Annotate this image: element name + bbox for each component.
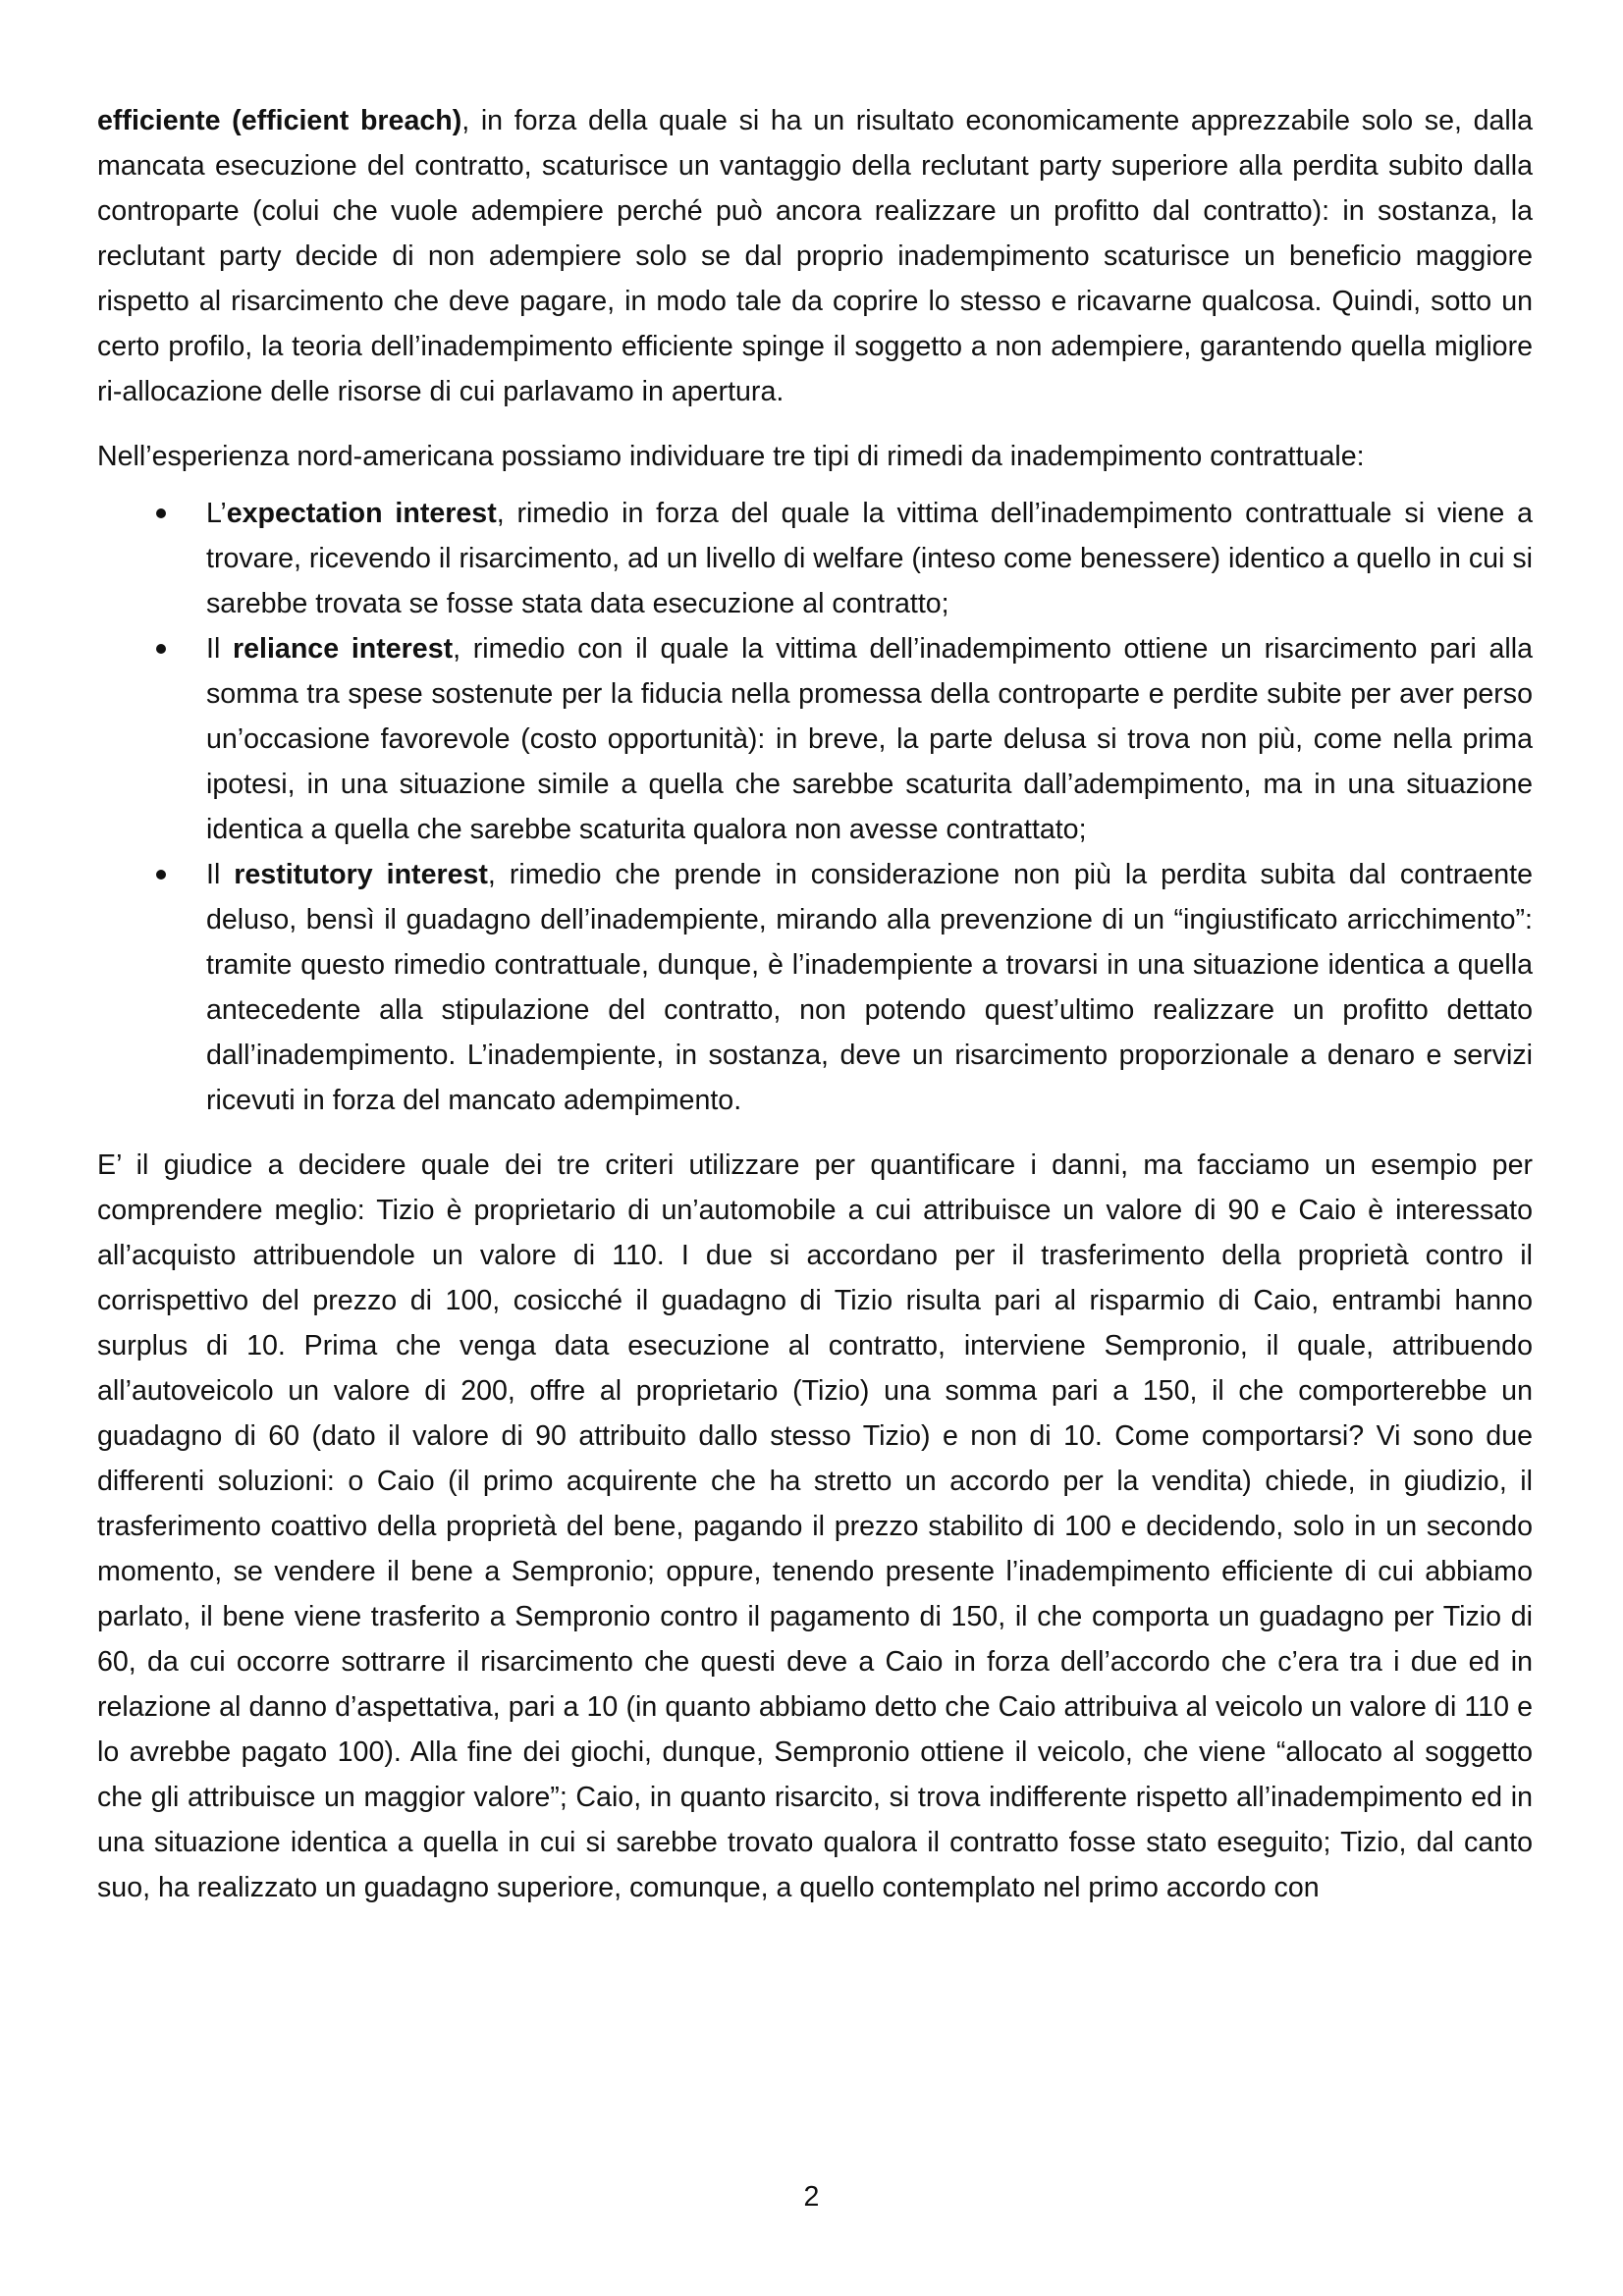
list-item-text: , rimedio in forza del quale la vittima dell’inadempimento contrattuale si viene a trovare, ricevendo il risarcimento, ad un livello di welfare (inteso come benessere) identico a quello in cui si sarebbe trovata se fosse stata data esecuzione al contratto; [206,498,1533,619]
paragraph-text: , in forza della quale si ha un risultato economicamente apprezzabile solo se, dalla mancata esecuzione del contratto, scaturisce un vantaggio della reclutant party superiore alla perdita subito dalla controparte (colui che vuole adempiere perché può ancora realizzare un profitto dal contratto): in sostanza, la reclutant party decide di non adempiere solo se dal proprio inadempimento scaturisce un beneficio maggiore rispetto al risarcimento che deve pagare, in modo tale da coprire lo stesso e ricavarne qualcosa. Quindi, sotto un certo profilo, la teoria dell’inadempimento efficiente spinge il soggetto a non adempiere, garantendo quella migliore ri-allocazione delle risorse di cui parlavamo in apertura. [97,105,1533,407]
bold-term-reliance-interest: reliance interest [233,633,454,665]
list-item-expectation-interest [97,491,1533,626]
paragraph-example: E’ il giudice a decidere quale dei tre criteri utilizzare per quantificare i danni, ma facciamo un esempio per comprendere meglio: Tizio è proprietario di un’automobile a cui attribuisce un valore di 90 e Caio è interessato all’acquisto attribuendole un valore di 110. I due si accordano per il trasferimento della proprietà contro il corrispettivo del prezzo di 100, cosicché il guadagno di Tizio risulta pari al risparmio di Caio, entrambi hanno surplus di 10. Prima che venga data esecuzione al contratto, interviene Sempronio, il quale, attribuendo all’autoveicolo un valore di 200, offre al proprietario (Tizio) una somma pari a 150, il che comporterebbe un guadagno di 60 (dato il valore di 90 attribuito dallo stesso Tizio) e non di 10. Come comportarsi? Vi sono due differenti soluzioni: o Caio (il primo acquirente che ha stretto un accordo per la vendita) chiede, in giudizio, il trasferimento coattivo della proprietà del bene, pagando il prezzo stabilito di 100 e decidendo, solo in un secondo momento, se vendere il bene a Sempronio; oppure, tenendo presente l’inadempimento efficiente di cui abbiamo parlato, il bene viene trasferito a Sempronio contro il pagamento di 150, il che comporta un guadagno per Tizio di 60, da cui occorre sottrarre il risarcimento che questi deve a Caio in forza dell’accordo che c’era tra i due ed in relazione al danno d’aspettativa, pari a 10 (in quanto abbiamo detto che Caio attribuiva al veicolo un valore di 110 e lo avrebbe pagato 100). Alla fine dei giochi, dunque, Sempronio ottiene il veicolo, che viene “allocato al soggetto che gli attribuisce un maggior valore”; Caio, in quanto risarcito, si trova indifferente rispetto all’inadempimento ed in una situazione identica a quella in cui si sarebbe trovato qualora il contratto fosse stato eseguito; Tizio, dal canto suo, ha realizzato un guadagno superiore, comunque, a quello contemplato nel primo accordo con [97,1149,1533,1903]
list-item-text: , rimedio con il quale la vittima dell’inadempimento ottiene un risarcimento pari alla somma tra spese sostenute per la fiducia nella promessa della controparte e perdite subite per aver perso un’occasione favorevole (costo opportunità): in breve, la parte delusa si trova non più, come nella prima ipotesi, in una situazione simile a quella che sarebbe scaturita dall’adempimento, ma in una situazione identica a quella che sarebbe scaturita qualora non avesse contrattato; [206,633,1533,845]
list-item-restitutory-interest [97,852,1533,1123]
paragraph-efficient-breach [97,98,1533,414]
list-item-text: , rimedio che prende in considerazione non più la perdita subita dal contraente deluso, bensì il guadagno dell’inadempiente, mirando alla prevenzione di un “ingiustificato arricchimento”: tramite questo rimedio contrattuale, dunque, è l’inadempiente a trovarsi in una situazione identica a quella antecedente alla stipulazione del contratto, non potendo quest’ultimo realizzare un profitto dettato dall’inadempimento. L’inadempiente, in sostanza, deve un risarcimento proporzionale a denaro e servizi ricevuti in forza del mancato adempimento. [206,859,1533,1116]
page-number: 2 [803,2181,820,2213]
page-body [97,98,1533,1910]
bold-term-efficient-breach: efficiente (efficient breach) [97,105,462,136]
list-item-prefix: L’ [206,498,227,529]
list-item-prefix: Il [206,633,234,665]
paragraph-remedies-intro: Nell’esperienza nord-americana possiamo individuare tre tipi di rimedi da inadempimento contrattuale: [97,441,1365,472]
remedies-list [97,491,1533,1123]
bullet-icon [156,644,166,654]
bullet-icon [156,508,166,518]
bullet-icon [156,870,166,880]
list-item-reliance-interest [97,626,1533,852]
list-item-prefix: Il [206,859,235,890]
bold-term-expectation-interest: expectation interest [226,498,497,529]
bold-term-restitutory-interest: restitutory interest [234,859,488,890]
